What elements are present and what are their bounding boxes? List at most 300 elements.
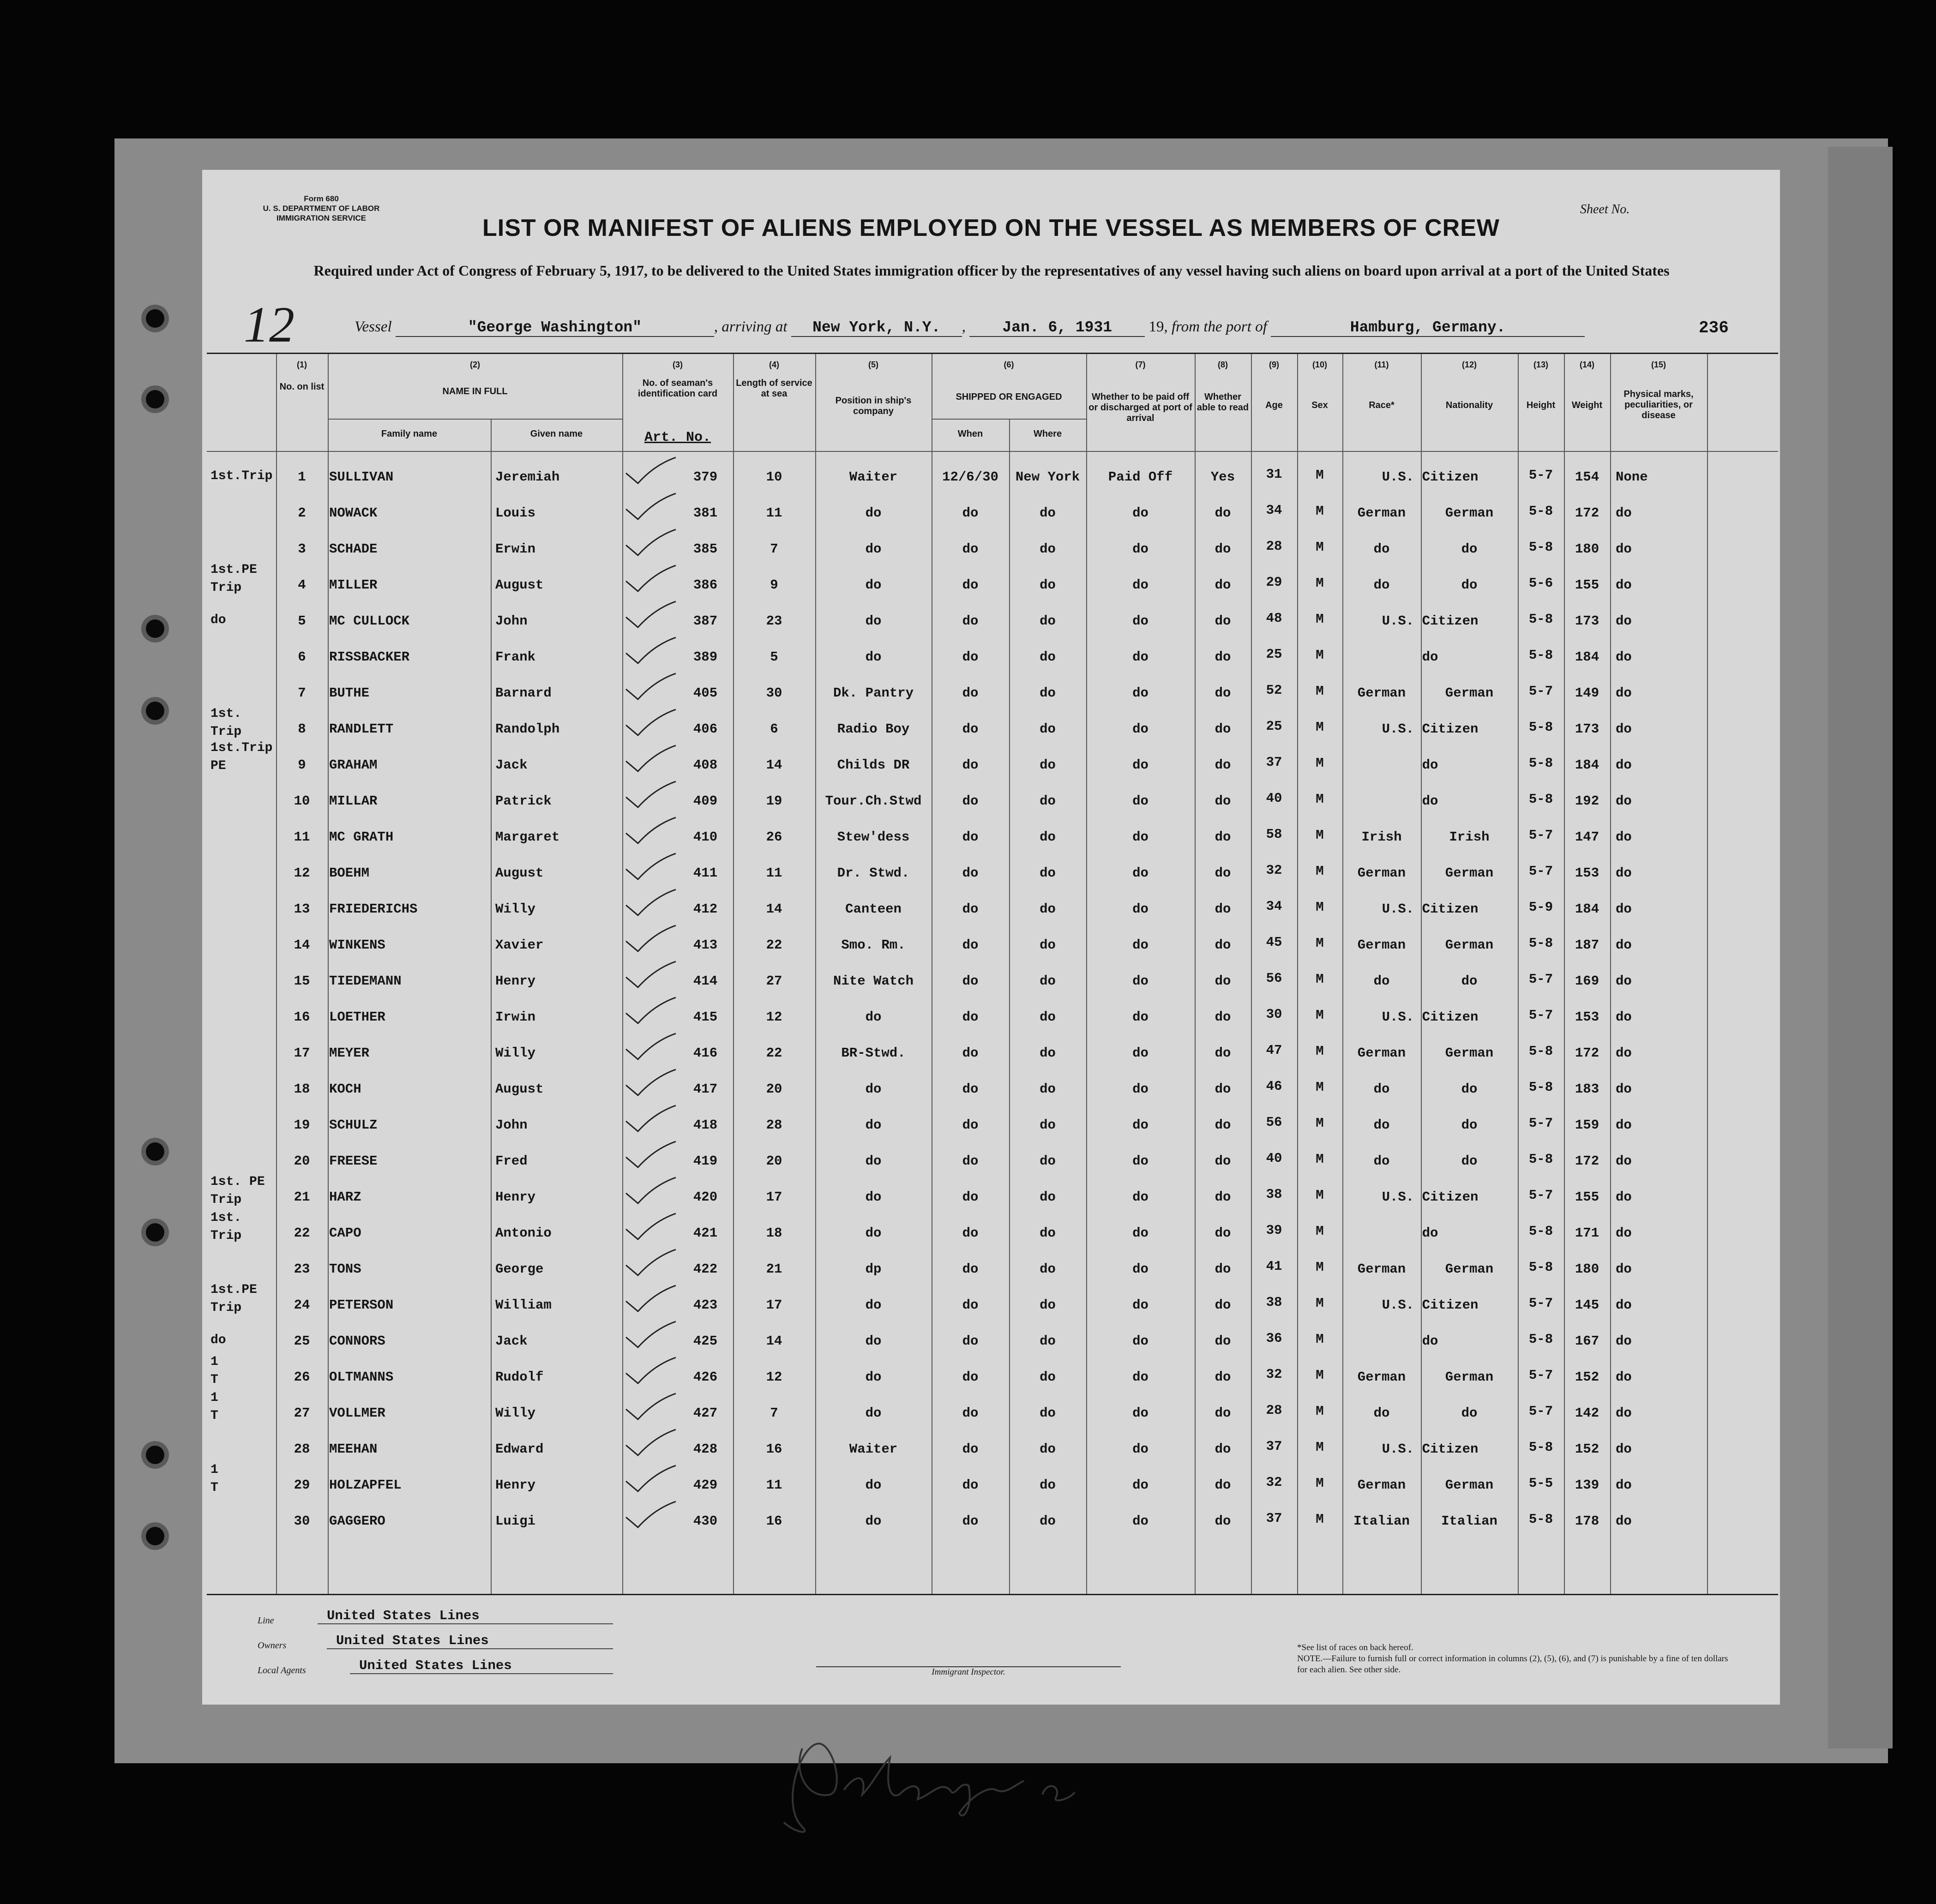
paid-off: do	[1132, 1117, 1148, 1133]
column-number: (8)	[1218, 360, 1228, 369]
age: 31	[1266, 467, 1282, 482]
weight: 178	[1575, 1514, 1599, 1529]
physical-marks: do	[1616, 901, 1632, 917]
family-name: SULLIVAN	[329, 469, 394, 485]
shipped-where: do	[1040, 757, 1056, 773]
row-number: 24	[294, 1297, 310, 1313]
service-length: 16	[766, 1442, 782, 1457]
height: 5-8	[1528, 648, 1553, 663]
height: 5-7	[1528, 972, 1553, 987]
paid-off: do	[1132, 829, 1148, 845]
family-name: SCHADE	[329, 541, 378, 557]
position: do	[865, 649, 882, 665]
shipped-where: do	[1040, 541, 1056, 557]
sex: M	[1316, 756, 1324, 771]
card-number: 381	[693, 505, 718, 521]
column-rule	[1086, 354, 1087, 1594]
paid-off: do	[1132, 541, 1148, 557]
race: German	[1357, 865, 1406, 881]
arrival-port: New York, N.Y.	[791, 319, 962, 337]
sex: M	[1316, 1332, 1324, 1347]
age: 37	[1266, 1511, 1282, 1526]
given-name: August	[495, 577, 544, 593]
physical-marks: do	[1616, 1153, 1632, 1169]
physical-marks: do	[1616, 1478, 1632, 1493]
able-to-read: do	[1215, 1189, 1231, 1205]
physical-marks: do	[1616, 757, 1632, 773]
sex: M	[1316, 1512, 1324, 1527]
height: 5-7	[1528, 1188, 1553, 1203]
nationality: Italian	[1441, 1514, 1497, 1529]
paid-off: do	[1132, 1369, 1148, 1385]
able-to-read: do	[1215, 1514, 1231, 1529]
row-number: 4	[298, 577, 306, 593]
family-name: MC GRATH	[329, 829, 394, 845]
check-mark	[622, 1356, 678, 1388]
nationality: German	[1445, 1261, 1494, 1277]
card-number: 414	[693, 973, 718, 989]
paid-off: do	[1132, 1514, 1148, 1529]
weight: 153	[1575, 865, 1599, 881]
column-rule	[276, 354, 277, 1594]
check-mark	[622, 1104, 678, 1136]
height: 5-8	[1528, 756, 1553, 771]
card-number: 421	[693, 1225, 718, 1241]
nationality: do	[1461, 1117, 1478, 1133]
column-number: (15)	[1651, 360, 1666, 369]
handwritten-sheet-number: 12	[244, 296, 295, 353]
side-annotation: T	[210, 1372, 218, 1387]
race: do	[1373, 1153, 1390, 1169]
card-number: 419	[693, 1153, 718, 1169]
shipped-where: do	[1040, 505, 1056, 521]
given-name: Willy	[495, 1405, 536, 1421]
punch-hole	[146, 1223, 164, 1242]
age: 47	[1266, 1043, 1282, 1058]
position: Waiter	[849, 469, 898, 485]
height: 5-8	[1528, 1512, 1553, 1527]
row-number: 16	[294, 1009, 310, 1025]
row-number: 30	[294, 1514, 310, 1529]
position: Childs DR	[837, 757, 910, 773]
shipped-where: do	[1040, 685, 1056, 701]
physical-marks: do	[1616, 1333, 1632, 1349]
able-to-read: do	[1215, 1225, 1231, 1241]
row-number: 21	[294, 1189, 310, 1205]
service-length: 10	[766, 469, 782, 485]
able-to-read: do	[1215, 1081, 1231, 1097]
column-number: (2)	[470, 360, 480, 369]
paid-off: do	[1132, 1225, 1148, 1241]
punch-hole	[146, 1446, 164, 1464]
nationality: German	[1445, 1369, 1494, 1385]
given-name: Jack	[495, 757, 528, 773]
shipped-when: do	[962, 1514, 979, 1529]
shipped-when: do	[962, 757, 979, 773]
race-nationality: do	[1422, 757, 1438, 773]
position: Waiter	[849, 1442, 898, 1457]
row-number: 5	[298, 613, 306, 629]
column-rule	[1251, 354, 1252, 1594]
paid-off: do	[1132, 757, 1148, 773]
family-name: WINKENS	[329, 937, 385, 953]
header-age: Age	[1265, 400, 1283, 410]
paid-off: do	[1132, 1261, 1148, 1277]
age: 40	[1266, 791, 1282, 806]
check-mark	[622, 1212, 678, 1244]
shipped-where: do	[1040, 721, 1056, 737]
header-family-name: Family name	[381, 429, 438, 439]
sex: M	[1316, 684, 1324, 699]
department-name: U. S. DEPARTMENT OF LABOR	[263, 204, 380, 213]
weight: 187	[1575, 937, 1599, 953]
shipped-where: do	[1040, 829, 1056, 845]
age: 38	[1266, 1187, 1282, 1202]
card-number: 427	[693, 1405, 718, 1421]
side-annotation: Trip	[210, 1228, 242, 1243]
able-to-read: do	[1215, 1009, 1231, 1025]
check-mark	[622, 600, 678, 632]
shipped-when: do	[962, 577, 979, 593]
position: do	[865, 541, 882, 557]
family-name: TONS	[329, 1261, 361, 1277]
age: 48	[1266, 611, 1282, 626]
line-value: United States Lines	[318, 1608, 613, 1624]
card-number: 410	[693, 829, 718, 845]
family-name: RISSBACKER	[329, 649, 410, 665]
row-number: 13	[294, 901, 310, 917]
nationality: do	[1461, 1405, 1478, 1421]
age: 58	[1266, 827, 1282, 842]
nationality: do	[1461, 1153, 1478, 1169]
height: 5-7	[1528, 1296, 1553, 1311]
able-to-read: do	[1215, 1478, 1231, 1493]
position: Dk. Pantry	[833, 685, 914, 701]
height: 5-8	[1528, 612, 1553, 627]
header-read: Whether able to read	[1196, 392, 1249, 413]
check-mark	[622, 1392, 678, 1424]
header-id-card: No. of seaman's identification card	[637, 378, 718, 399]
header-rule	[932, 419, 1086, 420]
nationality: do	[1461, 577, 1478, 593]
card-number: 418	[693, 1117, 718, 1133]
check-mark	[622, 528, 678, 560]
family-name: MILLER	[329, 577, 378, 593]
shipped-when: do	[962, 613, 979, 629]
sex: M	[1316, 1260, 1324, 1275]
row-number: 19	[294, 1117, 310, 1133]
card-number: 412	[693, 901, 718, 917]
check-mark	[622, 1140, 678, 1172]
column-number: (10)	[1312, 360, 1327, 369]
header-rule	[207, 451, 1778, 452]
check-mark	[622, 1428, 678, 1460]
check-mark	[622, 996, 678, 1028]
column-number: (6)	[1004, 360, 1014, 369]
given-name: Willy	[495, 901, 536, 917]
age: 45	[1266, 935, 1282, 950]
weight: 184	[1575, 901, 1599, 917]
paid-off: Paid Off	[1108, 469, 1173, 485]
check-mark	[622, 636, 678, 668]
given-name: Willy	[495, 1045, 536, 1061]
family-name: FREESE	[329, 1153, 378, 1169]
card-number: 416	[693, 1045, 718, 1061]
row-number: 28	[294, 1442, 310, 1457]
header-no-on-list: No. on list	[279, 382, 325, 392]
able-to-read: do	[1215, 1369, 1231, 1385]
physical-marks: do	[1616, 1442, 1632, 1457]
row-number: 8	[298, 721, 306, 737]
column-rule	[1297, 354, 1298, 1594]
paid-off: do	[1132, 1045, 1148, 1061]
nationality: German	[1445, 1478, 1494, 1493]
shipped-where: do	[1040, 1405, 1056, 1421]
header-art-no: Art. No.	[644, 430, 711, 445]
height: 5-8	[1528, 792, 1553, 807]
weight: 152	[1575, 1369, 1599, 1385]
service-length: 12	[766, 1009, 782, 1025]
sex: M	[1316, 612, 1324, 627]
row-number: 20	[294, 1153, 310, 1169]
position: do	[865, 1297, 882, 1313]
card-number: 415	[693, 1009, 718, 1025]
race: German	[1357, 1478, 1406, 1493]
sex: M	[1316, 1476, 1324, 1491]
paid-off: do	[1132, 937, 1148, 953]
service-length: 7	[770, 1405, 778, 1421]
given-name: Erwin	[495, 541, 536, 557]
inspector-signature	[775, 1730, 1236, 1841]
shipped-when: do	[962, 649, 979, 665]
position: dp	[865, 1261, 882, 1277]
column-rule	[1564, 354, 1565, 1594]
age: 32	[1266, 863, 1282, 878]
height: 5-8	[1528, 1080, 1553, 1095]
shipped-where: do	[1040, 973, 1056, 989]
race-nationality: U.S. Citizen	[1382, 1297, 1479, 1313]
penalty-note: NOTE.—Failure to furnish full or correct information in columns (2), (5), (6), and (7) is punishable by a fine of ten dollars for each alien. See other side.	[1297, 1654, 1728, 1675]
race-nationality: do	[1422, 1333, 1438, 1349]
line-label: Line	[258, 1616, 274, 1626]
check-mark	[622, 1464, 678, 1496]
shipped-when: do	[962, 1297, 979, 1313]
able-to-read: do	[1215, 1153, 1231, 1169]
side-annotation: Trip	[210, 580, 242, 595]
punch-hole	[146, 1142, 164, 1161]
column-rule	[1342, 354, 1343, 1594]
check-mark	[622, 924, 678, 956]
position: Tour.Ch.Stwd	[825, 793, 922, 809]
able-to-read: do	[1215, 685, 1231, 701]
given-name: Jeremiah	[495, 469, 560, 485]
subcolumn-rule	[1009, 419, 1010, 1594]
header-nationality: Nationality	[1445, 400, 1493, 410]
column-number: (13)	[1533, 360, 1548, 369]
height: 5-8	[1528, 504, 1553, 519]
shipped-where: do	[1040, 1297, 1056, 1313]
row-number: 23	[294, 1261, 310, 1277]
row-number: 12	[294, 865, 310, 881]
height: 5-7	[1528, 468, 1553, 483]
shipped-where: do	[1040, 613, 1056, 629]
row-number: 17	[294, 1045, 310, 1061]
card-number: 426	[693, 1369, 718, 1385]
physical-marks: None	[1616, 469, 1648, 485]
check-mark	[622, 816, 678, 848]
given-name: Patrick	[495, 793, 552, 809]
paid-off: do	[1132, 1081, 1148, 1097]
agents-label: Local Agents	[258, 1665, 306, 1676]
check-mark	[622, 852, 678, 884]
sex: M	[1316, 1044, 1324, 1059]
column-number: (12)	[1461, 360, 1477, 369]
check-mark	[622, 1068, 678, 1100]
sex: M	[1316, 828, 1324, 843]
given-name: Edward	[495, 1442, 544, 1457]
row-number: 9	[298, 757, 306, 773]
age: 39	[1266, 1223, 1282, 1238]
age: 29	[1266, 575, 1282, 590]
nationality: do	[1461, 1081, 1478, 1097]
able-to-read: do	[1215, 1333, 1231, 1349]
race: do	[1373, 1117, 1390, 1133]
shipped-when: do	[962, 1225, 979, 1241]
manifest-sheet	[202, 170, 1780, 1705]
paid-off: do	[1132, 1009, 1148, 1025]
paid-off: do	[1132, 721, 1148, 737]
shipped-when: do	[962, 1009, 979, 1025]
header-when: When	[957, 429, 983, 439]
column-number: (5)	[868, 360, 878, 369]
age: 38	[1266, 1295, 1282, 1310]
shipped-when: do	[962, 721, 979, 737]
given-name: Antonio	[495, 1225, 552, 1241]
physical-marks: do	[1616, 865, 1632, 881]
paid-off: do	[1132, 613, 1148, 629]
shipped-when: do	[962, 1261, 979, 1277]
side-annotation: 1	[210, 1462, 218, 1477]
shipped-where: do	[1040, 1045, 1056, 1061]
race-nationality: U.S. Citizen	[1382, 1009, 1479, 1025]
race-nationality: do	[1422, 649, 1438, 665]
shipped-where: do	[1040, 1153, 1056, 1169]
family-name: CONNORS	[329, 1333, 385, 1349]
service-length: 20	[766, 1081, 782, 1097]
header-position: Position in ship's company	[835, 396, 912, 416]
family-name: HOLZAPFEL	[329, 1478, 402, 1493]
given-name: Louis	[495, 505, 536, 521]
shipped-where: do	[1040, 1261, 1056, 1277]
service-length: 11	[766, 865, 782, 881]
service-length: 26	[766, 829, 782, 845]
column-number: (9)	[1269, 360, 1279, 369]
weight: 159	[1575, 1117, 1599, 1133]
header-paid-off: Whether to be paid off or discharged at port of arrival	[1088, 392, 1192, 423]
family-name: PETERSON	[329, 1297, 394, 1313]
physical-marks: do	[1616, 649, 1632, 665]
physical-marks: do	[1616, 505, 1632, 521]
row-number: 25	[294, 1333, 310, 1349]
paid-off: do	[1132, 505, 1148, 521]
able-to-read: do	[1215, 973, 1231, 989]
race: do	[1373, 1081, 1390, 1097]
given-name: Barnard	[495, 685, 552, 701]
side-annotation: do	[210, 1333, 226, 1347]
column-rule	[328, 354, 329, 1594]
height: 5-6	[1528, 576, 1553, 591]
card-number: 420	[693, 1189, 718, 1205]
departure-port: Hamburg, Germany.	[1271, 319, 1585, 337]
card-number: 430	[693, 1514, 718, 1529]
sex: M	[1316, 540, 1324, 555]
shipped-where: do	[1040, 1189, 1056, 1205]
row-number: 11	[294, 829, 310, 845]
height: 5-8	[1528, 540, 1553, 555]
race: German	[1357, 1261, 1406, 1277]
age: 25	[1266, 719, 1282, 734]
race-nationality: do	[1422, 793, 1438, 809]
able-to-read: do	[1215, 829, 1231, 845]
service-length: 14	[766, 901, 782, 917]
side-annotation: 1st.	[210, 706, 242, 721]
race-note: *See list of races on back hereof.	[1297, 1643, 1413, 1652]
paid-off: do	[1132, 1297, 1148, 1313]
able-to-read: do	[1215, 901, 1231, 917]
shipped-when: do	[962, 1405, 979, 1421]
check-mark	[622, 564, 678, 596]
row-number: 27	[294, 1405, 310, 1421]
able-to-read: do	[1215, 1117, 1231, 1133]
position: do	[865, 505, 882, 521]
side-annotation: Trip	[210, 1192, 242, 1207]
physical-marks: do	[1616, 1225, 1632, 1241]
given-name: Frank	[495, 649, 536, 665]
shipped-when: do	[962, 1081, 979, 1097]
shipped-where: do	[1040, 577, 1056, 593]
weight: 172	[1575, 1045, 1599, 1061]
family-name: HARZ	[329, 1189, 361, 1205]
weight: 142	[1575, 1405, 1599, 1421]
service-length: 6	[770, 721, 778, 737]
height: 5-9	[1528, 900, 1553, 915]
row-number: 10	[294, 793, 310, 809]
service-length: 17	[766, 1297, 782, 1313]
shipped-when: do	[962, 829, 979, 845]
able-to-read: Yes	[1210, 469, 1235, 485]
side-annotation: 1st.	[210, 1210, 242, 1225]
able-to-read: do	[1215, 1297, 1231, 1313]
able-to-read: do	[1215, 541, 1231, 557]
able-to-read: do	[1215, 1045, 1231, 1061]
height: 5-8	[1528, 936, 1553, 951]
height: 5-8	[1528, 1152, 1553, 1167]
document-title: LIST OR MANIFEST OF ALIENS EMPLOYED ON THE VESSEL AS MEMBERS OF CREW	[482, 215, 1500, 241]
given-name: August	[495, 865, 544, 881]
sex: M	[1316, 1116, 1324, 1131]
binder-edge	[1828, 147, 1893, 1748]
physical-marks: do	[1616, 1297, 1632, 1313]
sex: M	[1316, 792, 1324, 807]
able-to-read: do	[1215, 721, 1231, 737]
given-name: George	[495, 1261, 544, 1277]
height: 5-8	[1528, 1260, 1553, 1275]
row-number: 26	[294, 1369, 310, 1385]
service-length: 9	[770, 577, 778, 593]
family-name: MILLAR	[329, 793, 378, 809]
shipped-when: do	[962, 973, 979, 989]
age: 52	[1266, 683, 1282, 698]
